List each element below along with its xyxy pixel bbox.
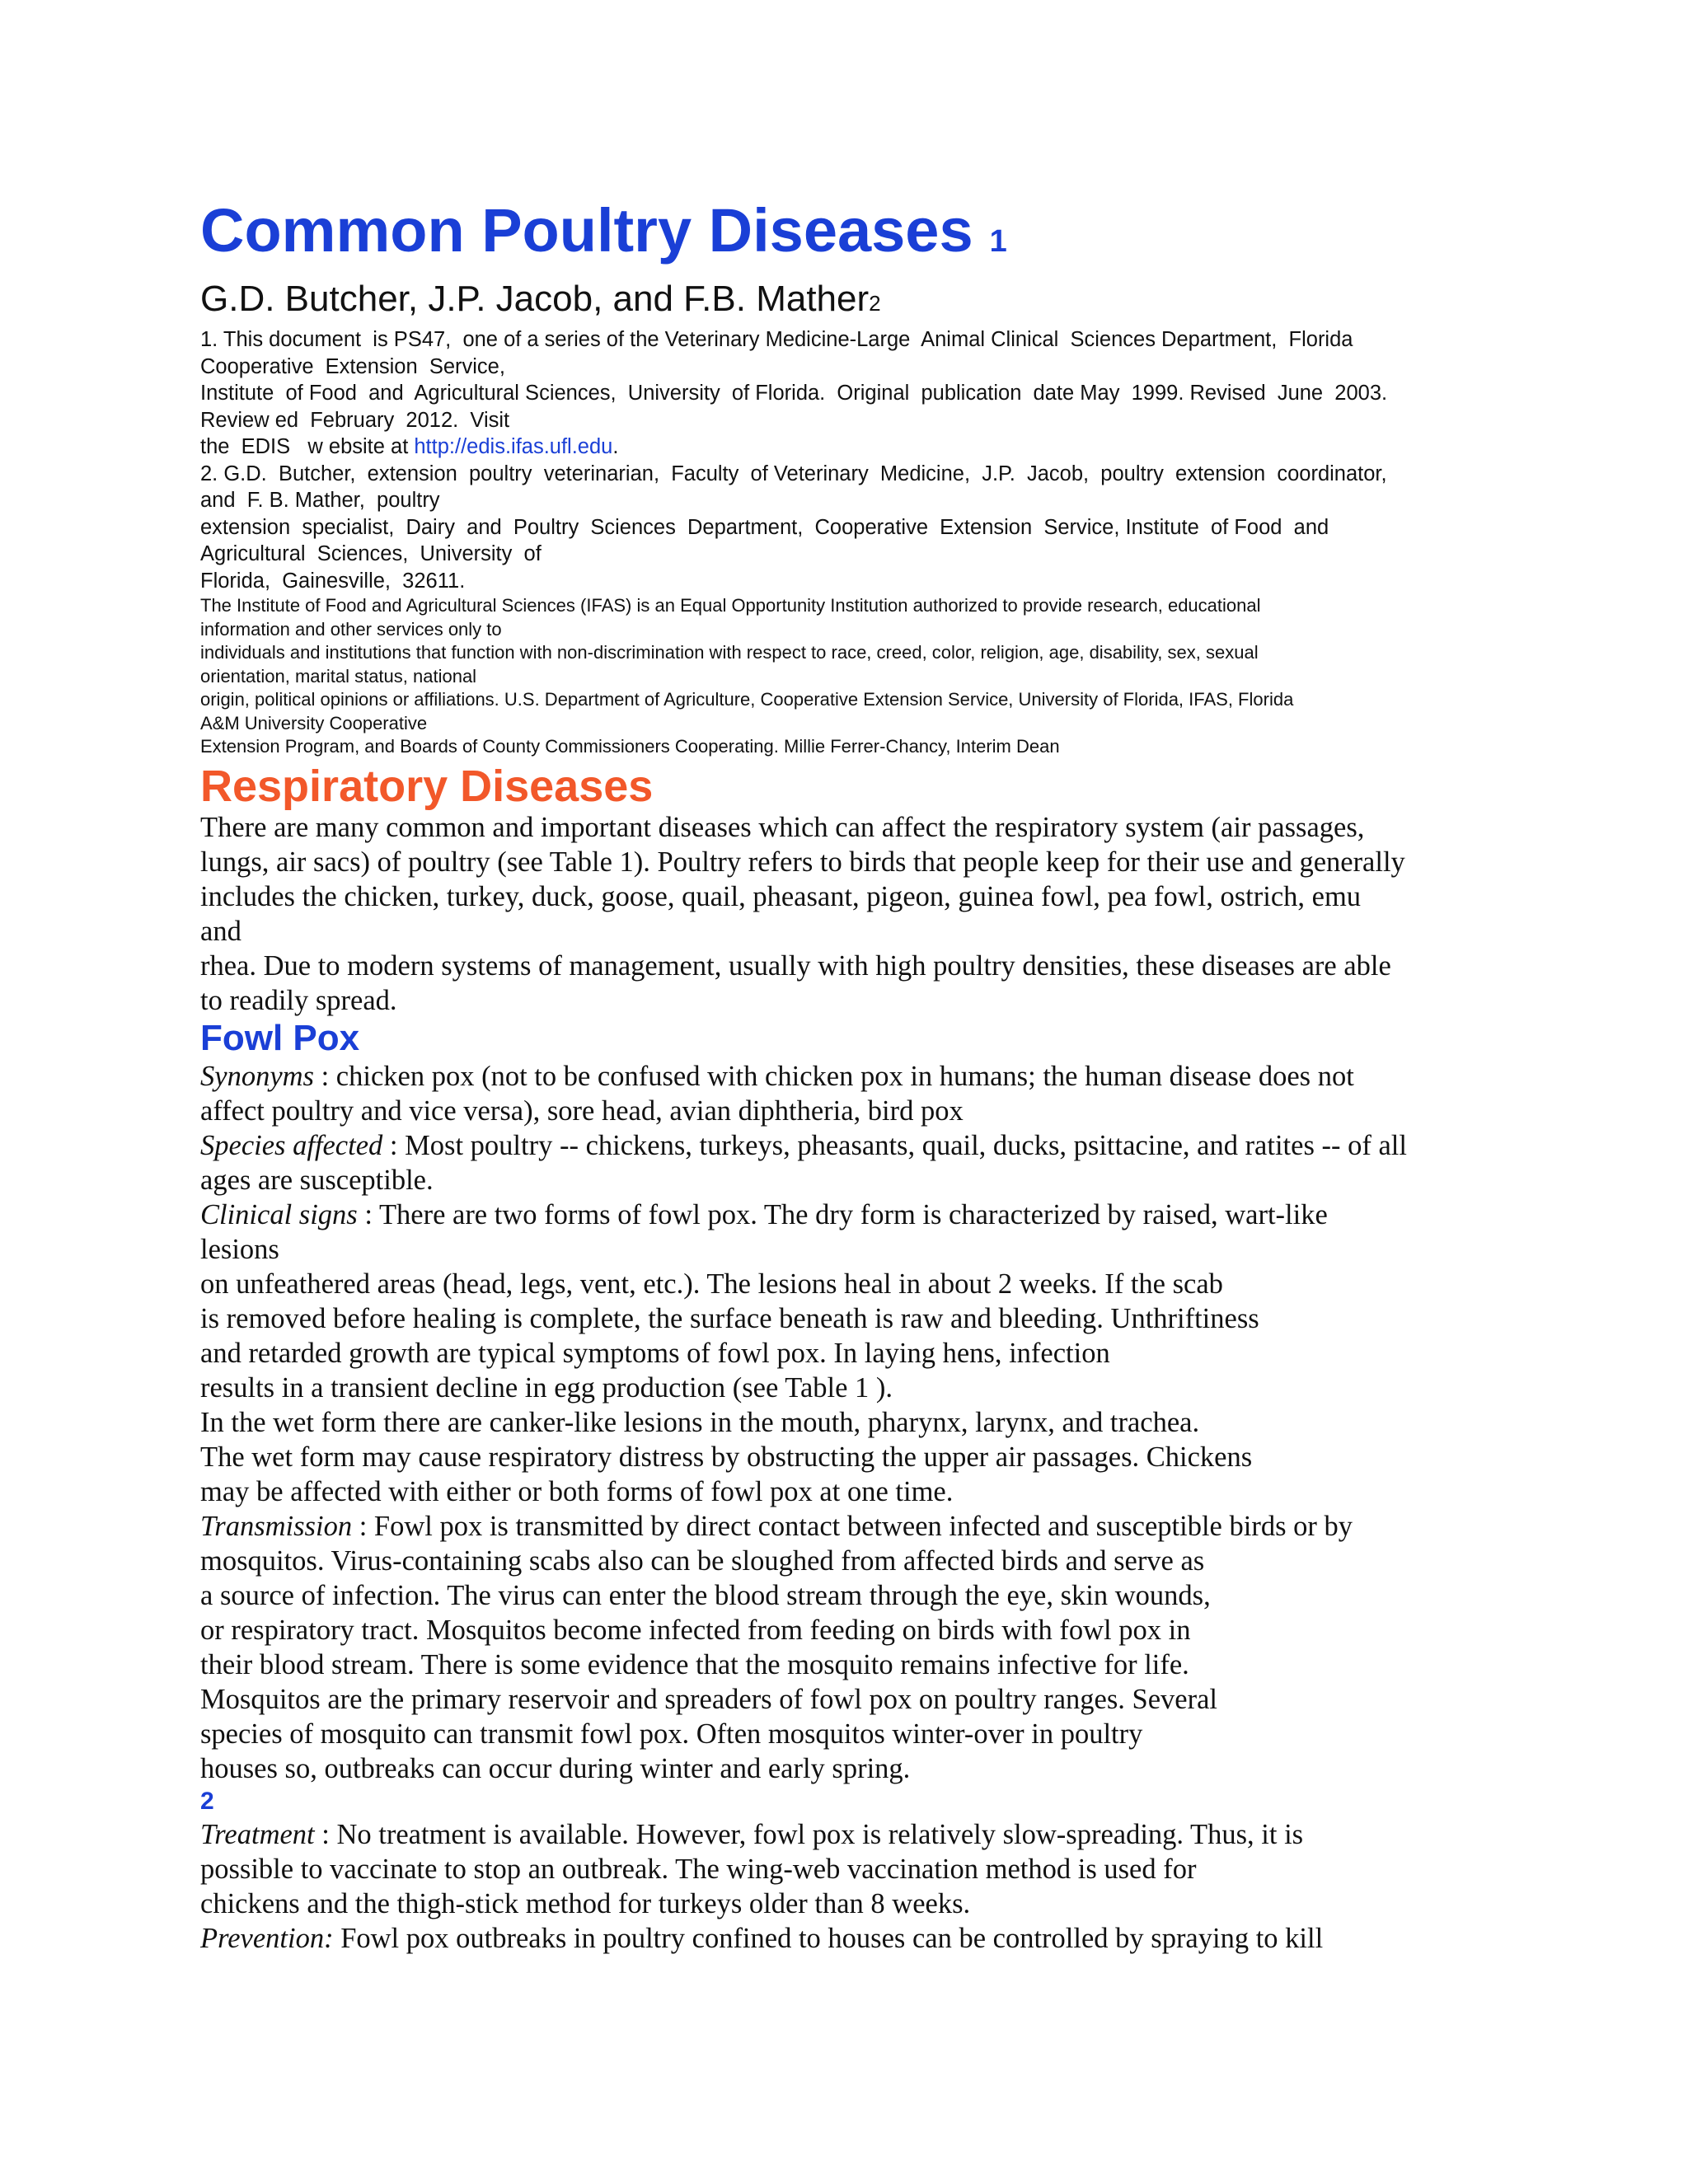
species-text: : Most poultry -- chickens, turkeys, pheasants, quail, ducks, psittacine, and ratites -- of all [382, 1129, 1407, 1161]
body-line: a source of infection. The virus can enter the blood stream through the eye, skin wounds, [200, 1579, 1211, 1611]
authors-footnote-marker: 2 [869, 291, 881, 316]
body-line: and retarded growth are typical symptoms of fowl pox. In laying hens, infection [200, 1337, 1110, 1369]
disclaimer-line: The Institute of Food and Agricultural Sciences (IFAS) is an Equal Opportunity Institution authorized to provide research, educational [200, 595, 1261, 616]
fowl-pox-section [200, 1059, 1503, 1956]
body-line: Mosquitos are the primary reservoir and spreaders of fowl pox on poultry ranges. Several [200, 1683, 1217, 1715]
body-line: There are many common and important diseases which can affect the respiratory system (air passages, [200, 811, 1365, 843]
transmission-text: : Fowl pox is transmitted by direct contact between infected and susceptible birds or by [352, 1510, 1353, 1542]
title-text: Common Poultry Diseases [200, 196, 973, 265]
footnote-text: . [612, 435, 619, 458]
body-line: The wet form may cause respiratory distress by obstructing the upper air passages. Chickens [200, 1441, 1253, 1473]
footnote-line: Cooperative Extension Service, [200, 354, 505, 378]
document-page [200, 194, 1503, 1956]
authors-line [200, 279, 1503, 323]
body-line: possible to vaccinate to stop an outbreak. The wing-web vaccination method is used for [200, 1853, 1197, 1885]
body-line: lungs, air sacs) of poultry (see Table 1). Poultry refers to birds that people keep for their use and generally [200, 846, 1405, 878]
synonyms-line [200, 1059, 1503, 1094]
clinical-signs-line [200, 1197, 1503, 1232]
body-line: results in a transient decline in egg production (see Table 1 ). [200, 1371, 893, 1404]
synonyms-text: : chicken pox (not to be confused with chicken pox in humans; the human disease does not [313, 1060, 1354, 1092]
footnote-line: Florida, Gainesville, 32611. [200, 569, 466, 593]
synonyms-label: Synonyms [200, 1060, 314, 1092]
footnote-line: Review ed February 2012. Visit [200, 408, 510, 432]
clinical-signs-text: : There are two forms of fowl pox. The dry form is characterized by raised, wart-like [357, 1198, 1328, 1230]
edis-website-link[interactable]: http://edis.ifas.ufl.edu [414, 435, 613, 458]
footnote-line: 2. G.D. Butcher, extension poultry veterinarian, Faculty of Veterinary Medicine, J.P. Jacob, poultry extension coordinator, [200, 462, 1387, 485]
footnote-line: Institute of Food and Agricultural Sciences, University of Florida. Original publication date May 1999. Revised June 2003. [200, 382, 1388, 405]
body-line: species of mosquito can transmit fowl pox. Often mosquitos winter-over in poultry [200, 1718, 1143, 1750]
prevention-line [200, 1921, 1503, 1956]
authors-text: G.D. Butcher, J.P. Jacob, and F.B. Mather [200, 279, 870, 319]
footnotes [200, 326, 1503, 594]
disclaimer-line: A&M University Cooperative [200, 712, 428, 733]
title-footnote-marker: 1 [989, 224, 1007, 259]
footnote-text: the EDIS w ebsite at [200, 435, 415, 458]
body-line: affect poultry and vice versa), sore head, avian diphtheria, bird pox [200, 1094, 964, 1127]
prevention-label: Prevention: [200, 1922, 334, 1954]
species-line [200, 1128, 1503, 1163]
disclaimer-line: individuals and institutions that function with non-discrimination with respect to race, creed, color, religion, age, disability, sex, sexual [200, 642, 1259, 663]
body-line: ages are susceptible. [200, 1164, 434, 1196]
disclaimer-line: orientation, marital status, national [200, 665, 477, 687]
disclaimer-line: origin, political opinions or affiliations. U.S. Department of Agriculture, Cooperative Extension Service, University of Florida, IFAS, Florida [200, 689, 1294, 710]
transmission-line [200, 1509, 1503, 1544]
body-line: to readily spread. [200, 984, 397, 1016]
footnote-line: extension specialist, Dairy and Poultry Sciences Department, Cooperative Extension Service, Institute of Food and [200, 515, 1329, 539]
body-line: includes the chicken, turkey, duck, goose, quail, pheasant, pigeon, guinea fowl, pea fowl, ostrich, emu [200, 880, 1362, 912]
body-line: mosquitos. Virus-containing scabs also can be sloughed from affected birds and serve as [200, 1544, 1205, 1577]
footnote-line: Agricultural Sciences, University of [200, 542, 542, 565]
page-number: 2 [200, 1787, 214, 1815]
body-line: or respiratory tract. Mosquitos become infected from feeding on birds with fowl pox in [200, 1614, 1191, 1646]
species-label: Species affected [200, 1129, 383, 1161]
clinical-signs-label: Clinical signs [200, 1198, 358, 1230]
prevention-text: Fowl pox outbreaks in poultry confined to houses can be controlled by spraying to kill [333, 1922, 1324, 1954]
respiratory-intro [200, 810, 1503, 1018]
footnote-line: 1. This document is PS47, one of a series of the Veterinary Medicine-Large Animal Clinical Sciences Department, Florida [200, 328, 1353, 351]
treatment-text: : No treatment is available. However, fowl pox is relatively slow-spreading. Thus, it is [314, 1818, 1304, 1850]
disclaimer-line: information and other services only to [200, 618, 502, 640]
transmission-label: Transmission [200, 1510, 353, 1542]
footnote-line [200, 434, 1503, 461]
body-line: rhea. Due to modern systems of management, usually with high poultry densities, these diseases are able [200, 949, 1391, 982]
respiratory-diseases-heading: Respiratory Diseases [200, 761, 654, 811]
document-title [200, 194, 1503, 278]
body-line: chickens and the thigh-stick method for turkeys older than 8 weeks. [200, 1887, 971, 1919]
body-line: may be affected with either or both forms of fowl pox at one time. [200, 1475, 954, 1507]
body-line: and [200, 915, 241, 947]
disclaimer-line: Extension Program, and Boards of County Commissioners Cooperating. Millie Ferrer-Chancy, Interim Dean [200, 736, 1060, 757]
body-line: lesions [200, 1233, 279, 1265]
body-line: In the wet form there are canker-like lesions in the mouth, pharynx, larynx, and trachea. [200, 1406, 1200, 1438]
treatment-line [200, 1817, 1503, 1852]
body-line: is removed before healing is complete, the surface beneath is raw and bleeding. Unthriftiness [200, 1302, 1259, 1334]
fowl-pox-heading: Fowl Pox [200, 1017, 360, 1058]
ifas-disclaimer [200, 594, 1503, 759]
treatment-label: Treatment [200, 1818, 315, 1850]
body-line: their blood stream. There is some evidence that the mosquito remains infective for life. [200, 1648, 1189, 1680]
body-line: houses so, outbreaks can occur during winter and early spring. [200, 1752, 911, 1784]
body-line: on unfeathered areas (head, legs, vent, etc.). The lesions heal in about 2 weeks. If the scab [200, 1268, 1223, 1300]
footnote-line: and F. B. Mather, poultry [200, 489, 440, 512]
